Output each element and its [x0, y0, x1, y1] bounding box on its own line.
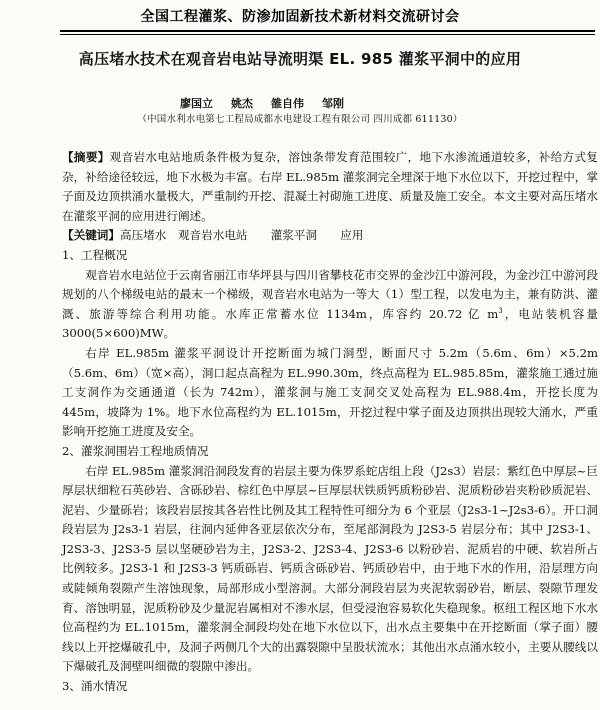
- section-heading: 3、涌水情况: [62, 679, 128, 694]
- author: 邹刚: [322, 97, 344, 110]
- section-heading: 1、工程概况: [62, 247, 128, 262]
- author-list: [180, 95, 440, 111]
- abstract-label: 【摘要】: [62, 150, 110, 164]
- body-text: [62, 148, 598, 697]
- abstract: [62, 148, 598, 226]
- keywords-text: 高压堵水 观音岩水电站 灌浆平洞 应用: [119, 228, 364, 243]
- keywords-label: 【关键词】: [62, 228, 120, 243]
- author: 雒自伟: [271, 97, 304, 110]
- abstract-text: 观音岩水电站地质条件极为复杂，溶蚀条带发育范围较广，地下水渗流通道较多，补给方式复杂，补给途径较远，地下水极为丰富。右岸 EL.985m 灌浆洞完全埋深于地下水位以下，开挖过程中，掌子面及边顶拱涌水量极大，严重制约开挖、混凝土衬砌施工进度、质量及施工安全。本文主要对高压堵水在灌浆平洞的应用进行阐述。: [62, 150, 598, 223]
- paper-title: 高压堵水技术在观音岩电站导流明渠 EL. 985 灌浆平洞中的应用: [78, 50, 522, 68]
- paragraph: 右岸 EL.985m 灌浆平洞设计开挖断面为城门洞型，断面尺寸 5.2m（5.6m、6m）×5.2m（5.6m、6m）（宽×高），洞口起点高程为 EL.990.30m，终点高程为 EL.985.85m，灌浆施工通过施工支洞作为交通通道（长为 742m），灌浆洞与施工支洞交叉处高程为 EL.988.4m，开挖长度为 445m，坡降为 1%。地下水位高程约为 EL.1015m，开挖过程中掌子面及边顶拱出现较大涌水，严重影响开挖施工进度及安全。: [62, 345, 598, 439]
- running-header: 全国工程灌浆、防渗加固新技术新材料交流研讨会: [140, 9, 460, 25]
- paragraph: 观音岩水电站位于云南省丽江市华坪县与四川省攀枝花市交界的金沙江中游河段，为金沙江中游河段规划的八个梯级电站的最末一个梯级，观音岩水电站为一等大（1）型工程，以发电为主，兼有防洪、灌溉、旅游等综合利用功能。水库正常蓄水位 1134m，库容约 20.72 亿 $m^3$，电站装机容量 3000(5×600)MW。: [62, 267, 598, 341]
- affiliation: （中国水利水电第七工程局成都水电建设工程有限公司 四川成都 611130）: [137, 114, 463, 125]
- header-rule-thin: [60, 34, 595, 35]
- author: 廖国立: [180, 97, 213, 110]
- superscript: 3: [498, 306, 503, 315]
- keywords: [62, 226, 598, 246]
- author: 姚杰: [231, 97, 253, 110]
- header-rule: [60, 30, 595, 32]
- section-heading: 2、灌浆洞围岩工程地质情况: [62, 443, 209, 458]
- paragraph: 右岸 EL.985m 灌浆洞沿洞段发育的岩层主要为侏罗系蛇店组上段（J2s3）岩层：紫红色中厚层~巨厚层状细粒石英砂岩、含砾砂岩、棕红色中厚层~巨厚层状铁质钙质粉砂岩、泥质粉砂岩夹粉砂质泥岩、泥岩、少量砾岩；该段岩层按其各岩性比例及其工程特性可细分为 6 个亚层（J2s3-1~J2s3-6）。开口洞段岩层为 J2s3-1 岩层，往洞内延伸各亚层依次分布，至尾部洞段为 J2S3-5 岩层分布；其中 J2S3-1、J2S3-3、J2S3-5 层以坚硬砂岩为主，J2S3-2、J2S3-4、J2S3-6 以粉砂岩、泥质岩的中硬、软岩所占比例较多。J2S3-1 和 J2S3-3 钙质砾岩、钙质含砾砂岩、钙质砂岩中，由于地下水的作用，沿层理方向或陡倾角裂隙产生溶蚀现象，局部形成小型溶洞。大部分洞段岩层为夹泥软弱砂岩，断层、裂隙节理发育、溶蚀明显，泥质粉砂及少量泥岩属相对不渗水层，但受浸泡容易软化失稳现象。枢纽工程区地下水水位高程约为 EL.1015m，灌浆洞全洞段均处在地下水位以下，出水点主要集中在开挖断面（掌子面）腰线以上开挖爆破孔中，及洞子两侧几个大的出露裂隙中呈股状流水；其他出水点涌水较小，主要从腰线以下爆破孔及洞壁叫细微的裂隙中渗出。: [62, 463, 598, 674]
